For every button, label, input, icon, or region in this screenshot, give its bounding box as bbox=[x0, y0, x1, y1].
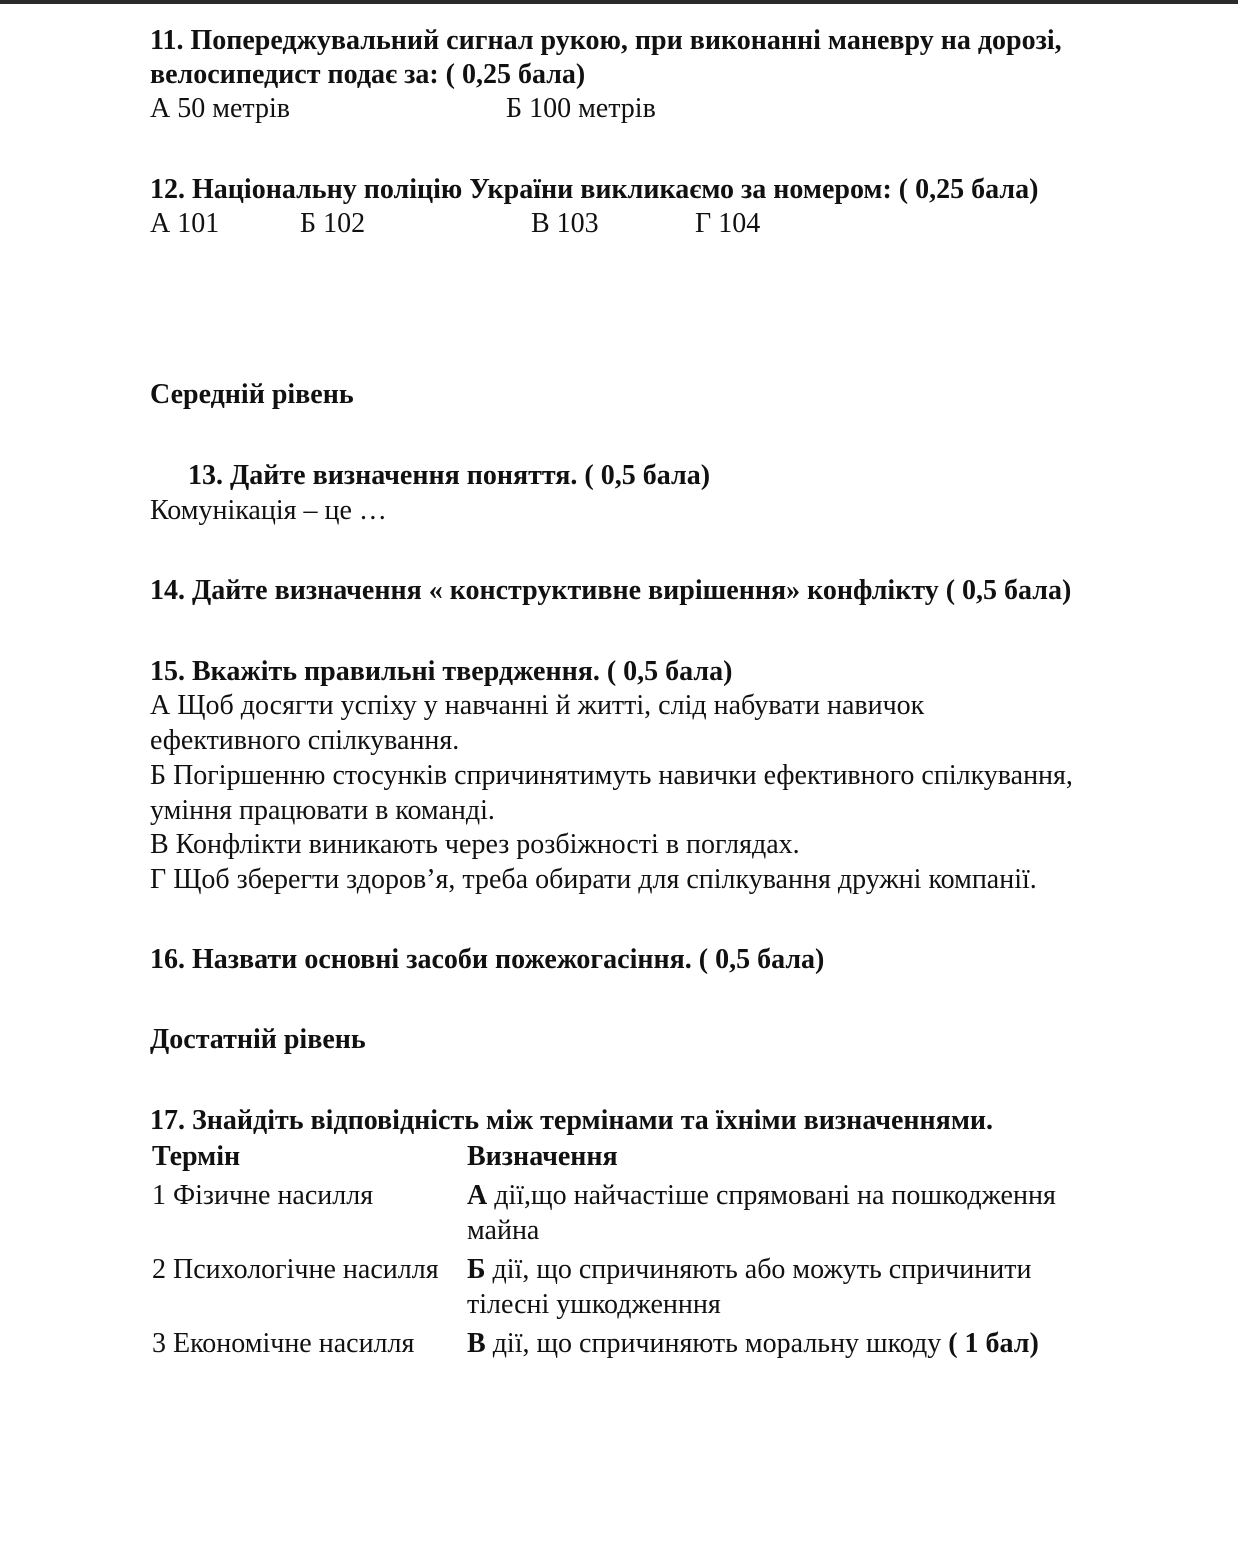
q17-definition bbox=[467, 1179, 1056, 1213]
section-heading-middle-level: Середній рівень bbox=[150, 379, 354, 410]
page-top-border bbox=[0, 0, 1238, 4]
q17-points: ( 1 бал) bbox=[948, 1328, 1039, 1359]
q17-definition-continued: тілесні ушкодженння bbox=[467, 1289, 721, 1320]
q17-definition bbox=[467, 1253, 1031, 1287]
q17-definition-text: дії, що спричиняють або можуть спричинити bbox=[485, 1254, 1032, 1285]
q17-definition bbox=[467, 1327, 1039, 1361]
q17-definition-continued: майна bbox=[467, 1215, 540, 1246]
section-heading-sufficient-level: Достатній рівень bbox=[150, 1024, 366, 1055]
q17-term: 2 Психологічне насилля bbox=[152, 1254, 439, 1285]
q12-title: 12. Національну поліцію України викликаємо за номером: ( 0,25 бала) bbox=[150, 174, 1039, 205]
q14-title: 14. Дайте визначення « конструктивне вирішення» конфлікту ( 0,5 бала) bbox=[150, 575, 1072, 606]
q12-option-v: В 103 bbox=[531, 208, 599, 239]
q15-statement-line: Б Погіршенню стосунків спричинятимуть навички ефективного спілкування, bbox=[150, 760, 1073, 791]
q17-definition-letter: Б bbox=[467, 1254, 486, 1285]
q13-text: Комунікація – це … bbox=[150, 495, 387, 526]
q11-option-b: Б 100 метрів bbox=[506, 93, 656, 124]
q17-term: 1 Фізичне насилля bbox=[152, 1180, 374, 1211]
q11-title-line2: велосипедист подає за: ( 0,25 бала) bbox=[150, 59, 586, 90]
q15-statement-line: А Щоб досягти успіху у навчанні й житті, слід набувати навичок bbox=[150, 690, 925, 721]
q15-statement-line: ефективного спілкування. bbox=[150, 725, 460, 756]
q12-option-g: Г 104 bbox=[695, 208, 761, 239]
q17-header-definition: Визначення bbox=[467, 1141, 618, 1172]
q16-title: 16. Назвати основні засоби пожежогасіння. ( 0,5 бала) bbox=[150, 944, 825, 975]
q15-statement-line: В Конфлікти виникають через розбіжності в поглядах. bbox=[150, 829, 800, 860]
q17-definition-text: дії, що спричиняють моральну шкоду bbox=[485, 1328, 949, 1359]
q17-title: 17. Знайдіть відповідність між термінами та їхніми визначеннями. bbox=[150, 1105, 994, 1136]
q17-definition-letter: А bbox=[467, 1180, 488, 1211]
q15-statement-line: уміння працювати в команді. bbox=[150, 795, 495, 826]
q17-header-term: Термін bbox=[152, 1141, 241, 1172]
q13-title: 13. Дайте визначення поняття. ( 0,5 бала) bbox=[188, 460, 711, 491]
q17-definition-letter: В bbox=[467, 1328, 486, 1359]
q12-option-a: А 101 bbox=[150, 208, 220, 239]
q11-option-a: А 50 метрів bbox=[150, 93, 290, 124]
q17-term: 3 Економічне насилля bbox=[152, 1328, 415, 1359]
q15-statement-line: Г Щоб зберегти здоров’я, треба обирати для спілкування дружні компанії. bbox=[150, 864, 1037, 895]
q15-title: 15. Вкажіть правильні твердження. ( 0,5 бала) bbox=[150, 656, 733, 687]
q11-title-line1: 11. Попереджувальний сигнал рукою, при виконанні маневру на дорозі, bbox=[150, 25, 1062, 56]
q12-option-b: Б 102 bbox=[300, 208, 366, 239]
q17-definition-text: дії,що найчастіше спрямовані на пошкодження bbox=[487, 1180, 1056, 1211]
